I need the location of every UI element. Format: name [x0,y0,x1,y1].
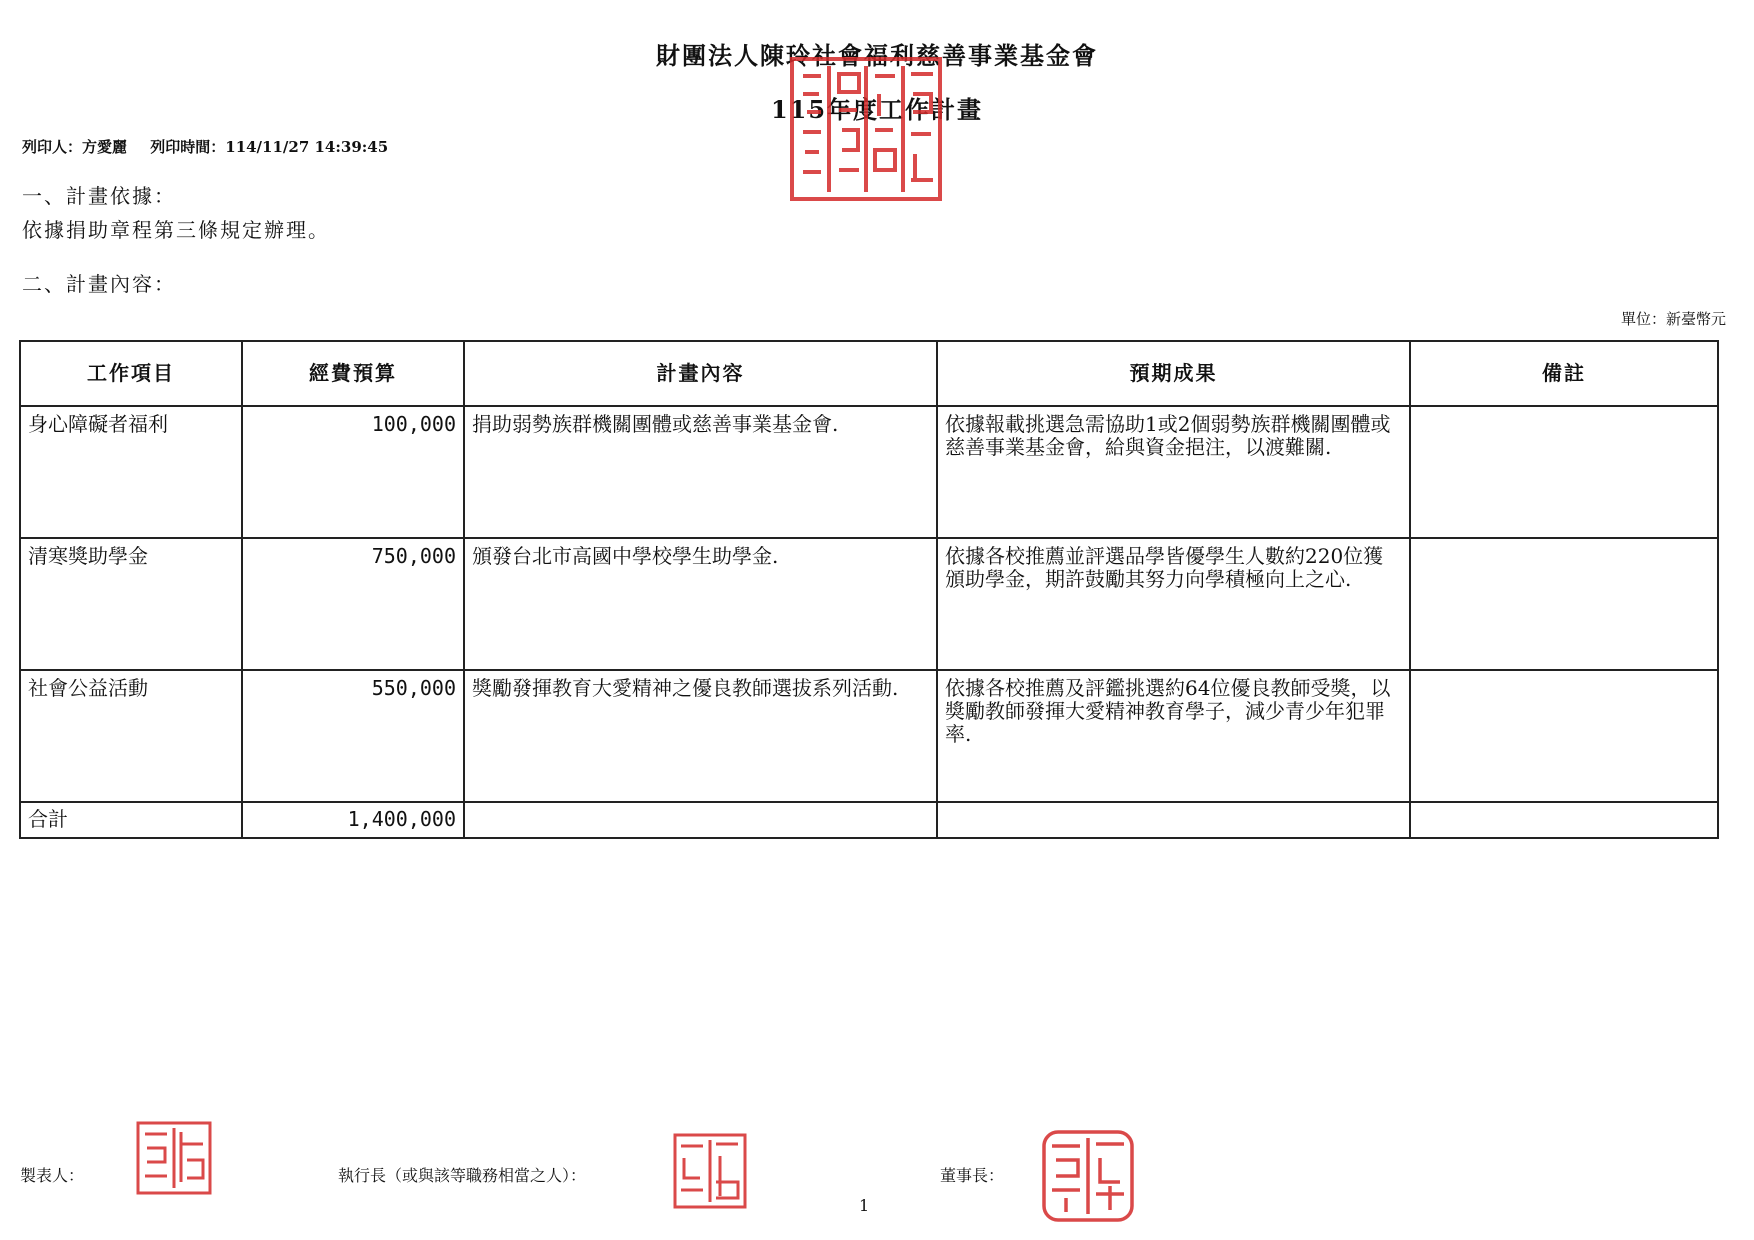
organization-name: 財團法人陳玲社會福利慈善事業基金會 [656,41,1098,70]
currency-unit: 單位：新臺幣元 [1620,310,1726,328]
work-plan-table [19,340,1719,839]
row-budget: 750,000 [242,538,464,670]
printer-name: 列印人：方愛麗 [22,138,128,156]
row-result: 依據各校推薦並評選品學皆優學生人數約220位獲頒助學金，期許鼓勵其努力向學積極向上之心. [937,538,1410,670]
row-budget: 100,000 [242,406,464,538]
row-result: 依據各校推薦及評鑑挑選約64位優良教師受獎，以獎勵教師發揮大愛精神教育學子，減少青少年犯罪率. [937,670,1410,802]
header-note: 備註 [1410,341,1718,406]
executive-label: 執行長（或與該等職務相當之人）： [338,1166,587,1185]
header-content: 計畫內容 [464,341,937,406]
print-info [22,136,406,157]
row-note [1410,406,1718,538]
table-row [20,406,1718,538]
header-item: 工作項目 [20,341,242,406]
total-budget: 1,400,000 [242,802,464,838]
plan-title: 115年度工作計畫 [770,95,984,124]
total-result-empty [937,802,1410,838]
total-row [20,802,1718,838]
row-result: 依據報載挑選急需協助1或2個弱勢族群機關團體或慈善事業基金會，給與資金挹注，以渡難關. [937,406,1410,538]
table-row [20,670,1718,802]
header-result: 預期成果 [937,341,1410,406]
chairman-seal [1040,1128,1136,1224]
page-number: 1 [859,1196,870,1215]
preparer-seal [135,1120,213,1196]
table-row [20,538,1718,670]
row-budget: 550,000 [242,670,464,802]
total-label: 合計 [20,802,242,838]
preparer-label: 製表人： [20,1166,85,1185]
executive-seal [672,1132,748,1210]
total-content-empty [464,802,937,838]
table-header-row [20,341,1718,406]
row-note [1410,538,1718,670]
basis-text: 依據捐助章程第三條規定辦理。 [22,218,330,242]
chairman-label: 董事長： [940,1166,1005,1185]
foundation-seal [787,54,945,204]
row-item: 清寒獎助學金 [20,538,242,670]
row-content: 捐助弱勢族群機關團體或慈善事業基金會. [464,406,937,538]
total-note-empty [1410,802,1718,838]
basis-heading: 一、計畫依據： [22,184,176,208]
content-heading: 二、計畫內容： [22,272,176,296]
row-item: 身心障礙者福利 [20,406,242,538]
header-budget: 經費預算 [242,341,464,406]
row-note [1410,670,1718,802]
row-content: 頒發台北市高國中學校學生助學金. [464,538,937,670]
print-time: 列印時間：114/11/27 14:39:45 [150,138,389,156]
row-item: 社會公益活動 [20,670,242,802]
row-content: 獎勵發揮教育大愛精神之優良教師選拔系列活動. [464,670,937,802]
